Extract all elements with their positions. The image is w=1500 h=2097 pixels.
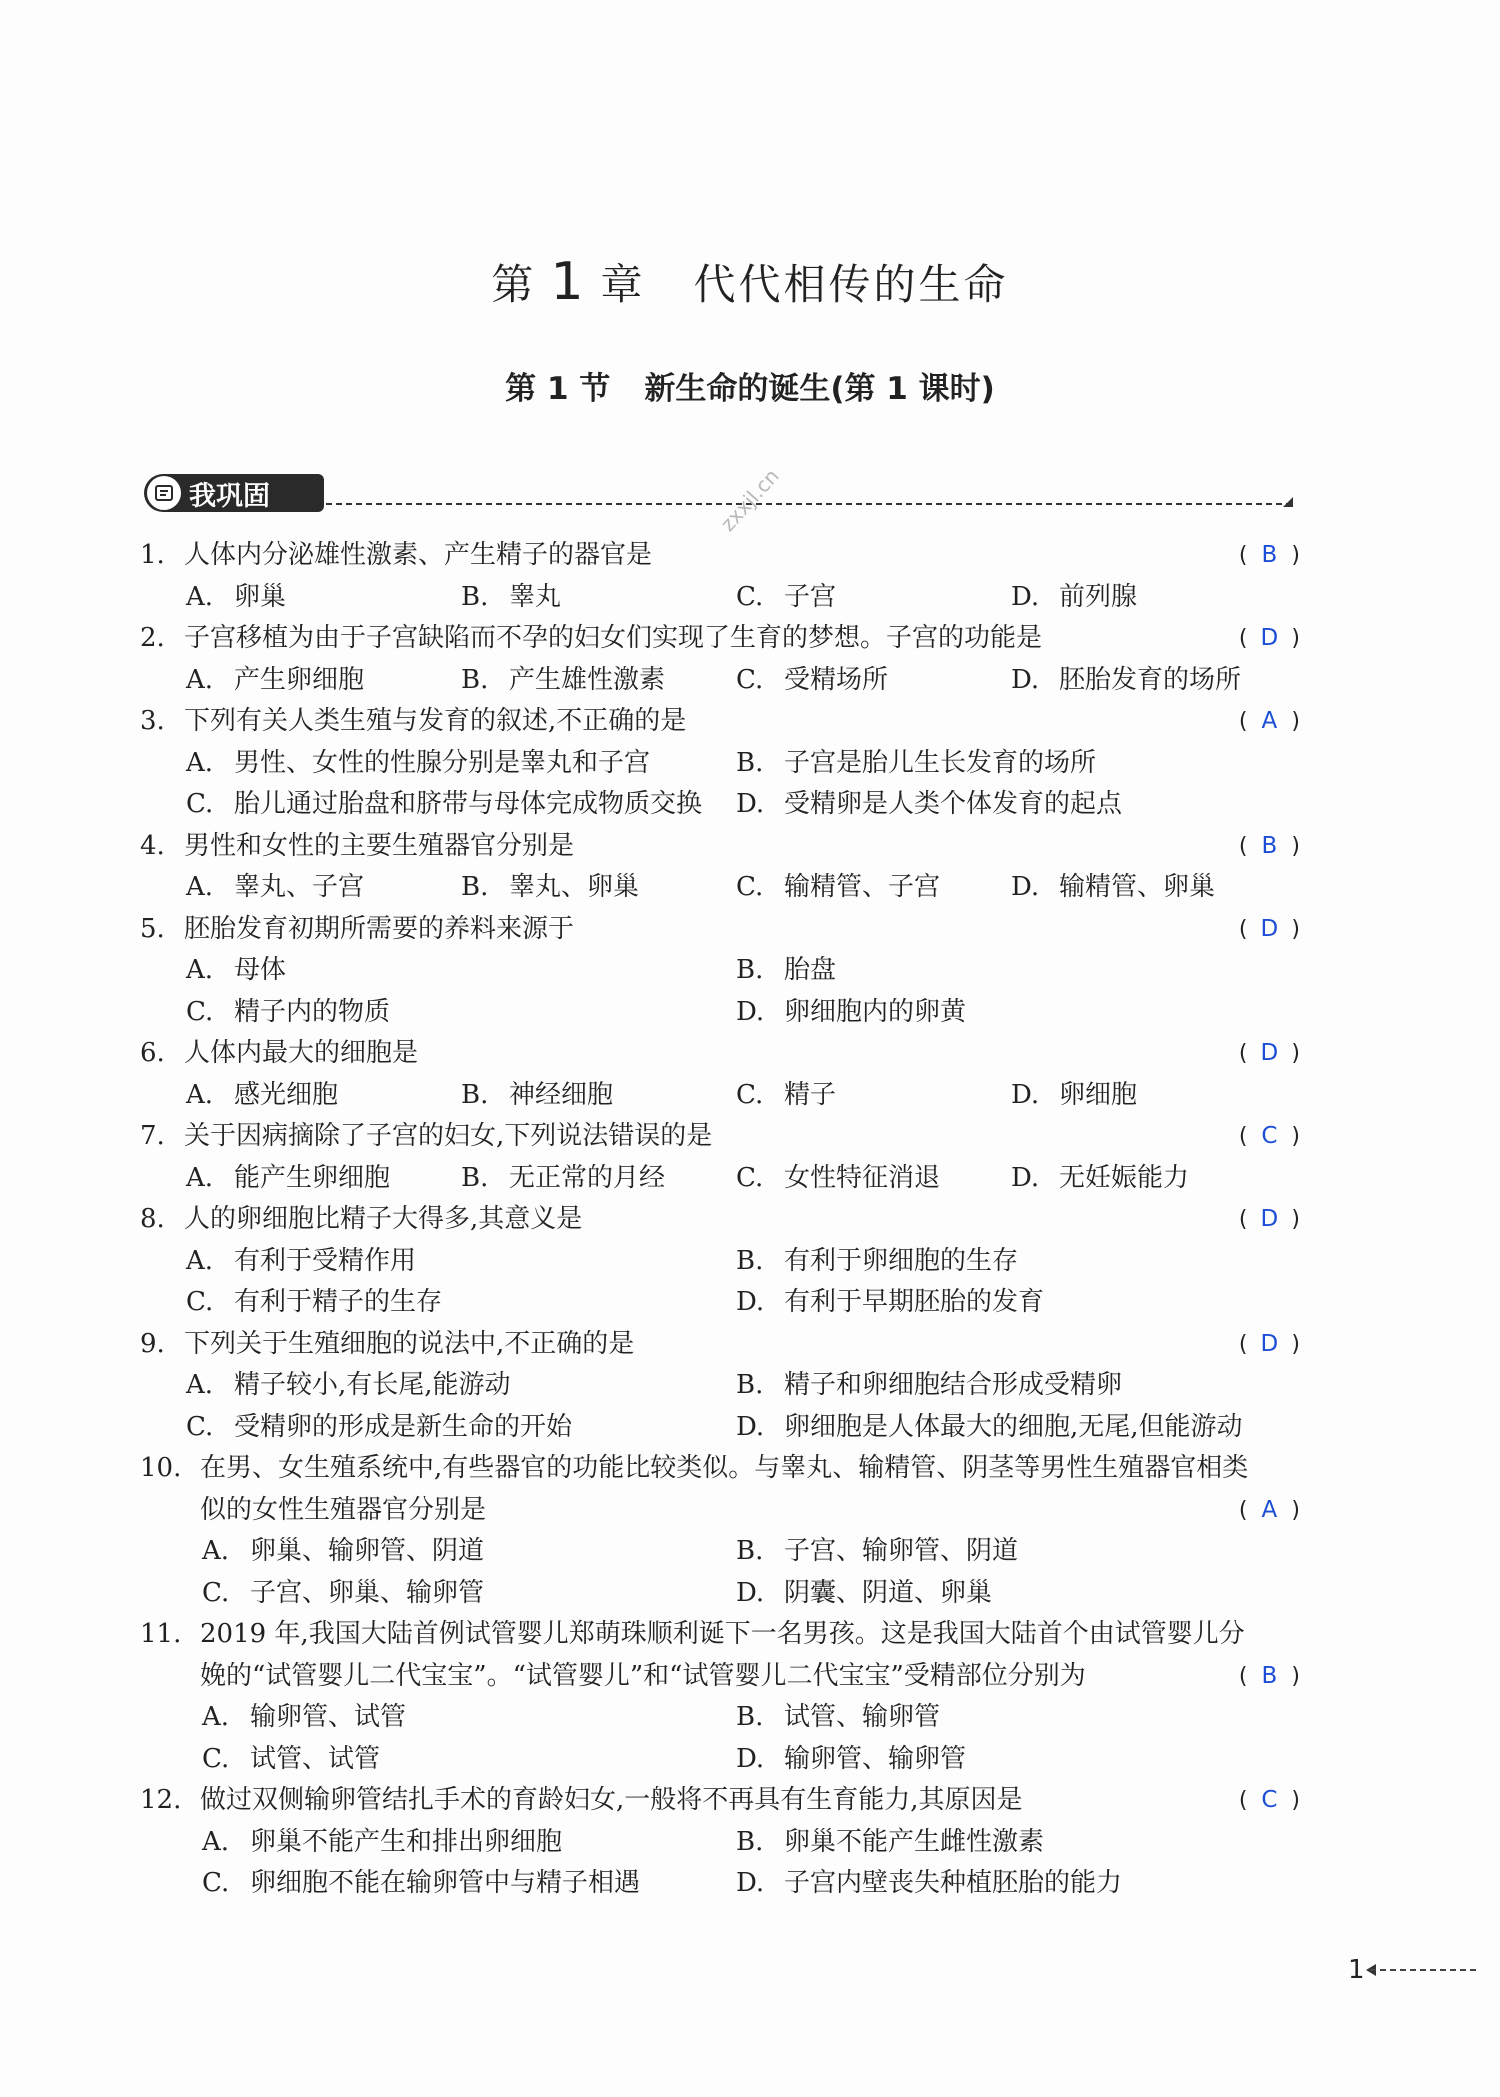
option-b	[461, 1158, 736, 1200]
close-paren: )	[1291, 626, 1300, 651]
question-9	[140, 1324, 1300, 1449]
option-d	[736, 1863, 1270, 1905]
question-stem-text: 2019 年,我国大陆首例试管婴儿郑萌珠顺利诞下一名男孩。这是我国大陆首个由试管婴儿分	[200, 1619, 1245, 1649]
question-stem-line	[140, 618, 1300, 660]
close-paren: )	[1291, 1663, 1300, 1689]
question-stem-line	[140, 1324, 1300, 1366]
question-stem-line	[140, 1614, 1300, 1656]
answer-brackets	[1239, 1199, 1300, 1241]
option-text: 产生卵细胞	[234, 664, 365, 695]
options	[140, 1822, 1300, 1905]
question-5	[140, 909, 1300, 1034]
answer-letter: B	[1261, 1662, 1278, 1689]
option-c	[186, 1407, 736, 1449]
question-stem-line	[140, 909, 1300, 951]
answer-letter: B	[1261, 832, 1278, 859]
option-a	[186, 577, 461, 619]
open-paren: (	[1238, 543, 1248, 568]
option-label: B.	[736, 1536, 764, 1566]
answer-letter: A	[1261, 1496, 1278, 1523]
answer-brackets	[1239, 1116, 1300, 1158]
question-stem-line	[140, 1199, 1300, 1241]
option-label: C.	[202, 1868, 230, 1898]
question-number: 12.	[140, 1785, 182, 1815]
option-label: D.	[736, 1868, 765, 1898]
option-text: 输精管、子宫	[784, 872, 941, 902]
answer-brackets	[1239, 1033, 1300, 1075]
question-stem-text: 人的卵细胞比精子大得多,其意义是	[184, 1204, 583, 1234]
option-d	[1011, 1158, 1286, 1200]
option-a	[202, 1697, 736, 1739]
open-paren: (	[1238, 709, 1248, 734]
answer-brackets	[1239, 1656, 1300, 1698]
chapter-name: 代代相传的生命	[693, 260, 1009, 309]
question-7	[140, 1116, 1300, 1199]
close-paren: )	[1291, 1207, 1300, 1232]
option-label: A.	[202, 1702, 230, 1732]
option-text: 受精卵是人类个体发育的起点	[784, 789, 1123, 819]
option-d	[1011, 660, 1286, 702]
question-number: 7.	[140, 1121, 165, 1151]
options	[140, 1075, 1300, 1117]
page-arrow-line	[1370, 1969, 1476, 1971]
chapter-title	[0, 252, 1500, 312]
option-text: 睾丸	[509, 581, 562, 612]
option-text: 子宫、卵巢、输卵管	[250, 1577, 485, 1608]
option-text: 受精场所	[784, 664, 889, 695]
options	[140, 1241, 1300, 1324]
question-stem-line	[140, 1448, 1300, 1490]
question-stem-line	[140, 1656, 1300, 1698]
question-stem-text: 胚胎发育初期所需要的养料来源于	[184, 913, 575, 944]
option-text: 卵巢不能产生和排出卵细胞	[250, 1826, 563, 1857]
open-paren: (	[1238, 833, 1248, 859]
question-stem-line	[140, 1116, 1300, 1158]
option-label: A.	[202, 1826, 230, 1857]
open-paren: (	[1238, 1497, 1248, 1523]
option-label: D.	[1011, 581, 1040, 612]
question-10	[140, 1448, 1300, 1614]
option-d	[736, 1407, 1286, 1449]
option-a	[202, 1531, 736, 1573]
question-6	[140, 1033, 1300, 1116]
question-number: 3.	[140, 706, 165, 736]
option-label: B.	[736, 1826, 764, 1857]
option-c	[736, 660, 1011, 702]
options	[140, 1531, 1300, 1614]
option-label: A.	[186, 1162, 214, 1193]
options	[140, 743, 1300, 826]
options	[140, 950, 1300, 1033]
section-title	[0, 363, 1500, 408]
option-d	[736, 1282, 1286, 1324]
option-a	[186, 950, 736, 992]
option-label: D.	[736, 1287, 765, 1317]
option-label: D.	[1011, 1079, 1040, 1110]
question-4	[140, 826, 1300, 909]
option-c	[186, 1282, 736, 1324]
banner-divider	[326, 503, 1292, 505]
option-text: 精子内的物质	[234, 996, 391, 1027]
option-label: A.	[186, 1079, 214, 1110]
option-label: C.	[202, 1743, 230, 1774]
open-paren: (	[1238, 1124, 1248, 1149]
option-label: A.	[186, 664, 214, 695]
option-label: A.	[186, 747, 214, 778]
banner-label: 我巩固	[189, 480, 270, 512]
option-text: 卵细胞	[1059, 1079, 1138, 1110]
option-b	[736, 1365, 1286, 1407]
option-text: 受精卵的形成是新生命的开始	[234, 1411, 573, 1442]
option-text: 卵巢、输卵管、阴道	[250, 1536, 485, 1566]
question-stem-text: 做过双侧输卵管结扎手术的育龄妇女,一般将不再具有生育能力,其原因是	[200, 1785, 1023, 1815]
answer-letter: C	[1261, 1787, 1278, 1813]
close-paren: )	[1291, 1497, 1300, 1523]
option-label: D.	[736, 789, 765, 819]
option-text: 精子	[784, 1079, 837, 1110]
option-c	[736, 867, 1011, 909]
option-label: D.	[736, 1577, 765, 1608]
option-label: B.	[461, 581, 489, 612]
option-label: C.	[186, 789, 214, 819]
option-d	[736, 1739, 1270, 1781]
answer-letter: A	[1261, 708, 1278, 734]
option-text: 有利于受精作用	[234, 1245, 417, 1276]
question-number: 6.	[140, 1038, 165, 1068]
options	[140, 867, 1300, 909]
option-text: 输卵管、输卵管	[784, 1743, 967, 1774]
banner-corner-mark	[1283, 497, 1293, 507]
option-label: A.	[202, 1536, 230, 1566]
question-stem-line	[140, 1490, 1300, 1532]
question-number: 2.	[140, 623, 165, 653]
options	[140, 1697, 1300, 1780]
option-label: D.	[736, 1411, 765, 1442]
answer-brackets	[1239, 826, 1300, 868]
option-b	[461, 660, 736, 702]
option-a	[186, 1365, 736, 1407]
option-text: 子宫是胎儿生长发育的场所	[784, 747, 1097, 778]
option-text: 卵巢不能产生雌性激素	[784, 1826, 1045, 1857]
options	[140, 1158, 1300, 1200]
close-paren: )	[1291, 1788, 1300, 1813]
open-paren: (	[1238, 1663, 1248, 1689]
option-text: 睾丸、子宫	[234, 872, 365, 902]
option-a	[186, 743, 736, 785]
question-stem-text: 娩的“试管婴儿二代宝宝”。“试管婴儿”和“试管婴儿二代宝宝”受精部位分别为	[200, 1660, 1086, 1691]
option-label: B.	[736, 1702, 764, 1732]
question-stem-text: 似的女性生殖器官分别是	[200, 1494, 487, 1525]
option-c	[202, 1739, 736, 1781]
option-label: B.	[461, 1162, 489, 1193]
open-paren: (	[1238, 1207, 1248, 1232]
question-number: 10.	[140, 1453, 182, 1483]
section-label: 第 1 节	[505, 371, 611, 407]
answer-brackets	[1239, 909, 1300, 951]
option-b	[736, 1822, 1270, 1864]
question-number: 4.	[140, 830, 165, 861]
chapter-prefix: 第	[491, 260, 537, 309]
option-label: C.	[736, 1079, 764, 1110]
option-label: C.	[186, 1287, 214, 1317]
options	[140, 577, 1300, 619]
option-text: 胎盘	[784, 955, 837, 985]
option-d	[736, 1573, 1270, 1615]
chapter-suffix: 章	[600, 260, 646, 309]
close-paren: )	[1291, 1124, 1300, 1149]
question-stem-text: 下列有关人类生殖与发育的叙述,不正确的是	[184, 706, 687, 736]
option-label: B.	[736, 955, 764, 985]
answer-brackets	[1239, 618, 1300, 660]
option-label: D.	[1011, 1162, 1040, 1193]
option-a	[186, 660, 461, 702]
option-text: 女性特征消退	[784, 1162, 941, 1193]
option-label: B.	[461, 664, 489, 695]
option-c	[186, 992, 736, 1034]
close-paren: )	[1291, 543, 1300, 568]
option-text: 试管、输卵管	[784, 1702, 941, 1732]
option-label: B.	[736, 747, 764, 778]
option-c	[202, 1573, 736, 1615]
open-paren: (	[1238, 1041, 1248, 1066]
answer-letter: D	[1260, 1330, 1279, 1357]
option-b	[736, 950, 1286, 992]
option-b	[736, 1697, 1270, 1739]
option-label: C.	[186, 1411, 214, 1442]
option-text: 感光细胞	[234, 1079, 339, 1110]
option-text: 卵细胞不能在输卵管中与精子相遇	[250, 1868, 641, 1898]
question-1	[140, 535, 1300, 618]
question-stem-text: 人体内最大的细胞是	[184, 1038, 419, 1068]
question-stem-line	[140, 535, 1300, 577]
option-label: C.	[736, 581, 764, 612]
option-c	[186, 784, 736, 826]
question-number: 8.	[140, 1204, 165, 1234]
question-number: 11.	[140, 1619, 182, 1649]
option-label: C.	[186, 996, 214, 1027]
answer-brackets	[1239, 1324, 1300, 1366]
question-number: 9.	[140, 1328, 165, 1359]
option-c	[202, 1863, 736, 1905]
question-8	[140, 1199, 1300, 1324]
close-paren: )	[1291, 916, 1300, 942]
question-stem-text: 人体内分泌雄性激素、产生精子的器官是	[184, 540, 653, 570]
option-label: B.	[736, 1245, 764, 1276]
open-paren: (	[1238, 1788, 1248, 1813]
question-number: 5.	[140, 913, 165, 944]
option-d	[1011, 867, 1286, 909]
option-d	[1011, 577, 1286, 619]
answer-letter: C	[1261, 1123, 1278, 1149]
question-11	[140, 1614, 1300, 1780]
question-stem-line	[140, 701, 1300, 743]
question-stem-text: 在男、女生殖系统中,有些器官的功能比较类似。与睾丸、输精管、阴茎等男性生殖器官相类	[200, 1453, 1249, 1483]
option-b	[461, 867, 736, 909]
option-text: 子宫	[784, 581, 837, 612]
question-12	[140, 1780, 1300, 1905]
option-text: 能产生卵细胞	[234, 1162, 391, 1193]
question-stem-line	[140, 1780, 1300, 1822]
option-label: D.	[1011, 872, 1040, 902]
question-stem-line	[140, 826, 1300, 868]
answer-letter: D	[1260, 1206, 1279, 1232]
option-c	[736, 577, 1011, 619]
option-a	[186, 867, 461, 909]
chapter-number: 1	[550, 252, 587, 312]
option-label: C.	[736, 872, 764, 902]
question-3	[140, 701, 1300, 826]
option-label: A.	[186, 1245, 214, 1276]
answer-brackets	[1239, 1780, 1300, 1822]
option-text: 有利于精子的生存	[234, 1287, 443, 1317]
option-label: D.	[736, 1743, 765, 1774]
option-label: C.	[202, 1577, 230, 1608]
option-text: 胚胎发育的场所	[1059, 664, 1242, 695]
option-a	[186, 1158, 461, 1200]
option-label: A.	[186, 581, 214, 612]
option-c	[736, 1158, 1011, 1200]
question-list	[140, 535, 1300, 1905]
watermark: zxxjl.cn	[715, 463, 784, 537]
open-paren: (	[1238, 916, 1248, 942]
open-paren: (	[1238, 1331, 1248, 1357]
option-text: 前列腺	[1059, 581, 1138, 612]
open-paren: (	[1238, 626, 1248, 651]
option-a	[186, 1241, 736, 1283]
answer-letter: D	[1260, 625, 1279, 651]
close-paren: )	[1291, 709, 1300, 734]
option-text: 输精管、卵巢	[1059, 872, 1216, 902]
answer-letter: B	[1261, 542, 1278, 568]
option-text: 无正常的月经	[509, 1162, 666, 1193]
question-stem-text: 关于因病摘除了子宫的妇女,下列说法错误的是	[184, 1121, 713, 1151]
answer-brackets	[1239, 1490, 1300, 1532]
option-text: 胎儿通过胎盘和脐带与母体完成物质交换	[234, 789, 703, 819]
option-b	[736, 1531, 1270, 1573]
question-stem-text: 男性和女性的主要生殖器官分别是	[184, 830, 575, 861]
option-text: 有利于早期胚胎的发育	[784, 1287, 1045, 1317]
option-text: 阴囊、阴道、卵巢	[784, 1577, 993, 1608]
section-name: 新生命的诞生(第 1 课时)	[644, 371, 995, 407]
option-label: D.	[736, 996, 765, 1027]
notebook-icon	[147, 476, 181, 510]
option-d	[736, 784, 1286, 826]
option-text: 神经细胞	[509, 1079, 614, 1110]
question-stem-text: 下列关于生殖细胞的说法中,不正确的是	[184, 1328, 635, 1359]
option-text: 精子较小,有长尾,能游动	[234, 1370, 511, 1400]
close-paren: )	[1291, 1331, 1300, 1357]
option-label: A.	[186, 955, 214, 985]
option-text: 子宫、输卵管、阴道	[784, 1536, 1019, 1566]
option-b	[461, 577, 736, 619]
close-paren: )	[1291, 1041, 1300, 1066]
option-text: 子宫内壁丧失种植胚胎的能力	[784, 1868, 1123, 1898]
option-text: 精子和卵细胞结合形成受精卵	[784, 1370, 1123, 1400]
option-label: B.	[736, 1370, 764, 1400]
option-text: 输卵管、试管	[250, 1702, 407, 1732]
option-label: B.	[461, 1079, 489, 1110]
options	[140, 1365, 1300, 1448]
option-b	[461, 1075, 736, 1117]
option-b	[736, 743, 1286, 785]
option-text: 有利于卵细胞的生存	[784, 1245, 1019, 1276]
option-text: 卵巢	[234, 581, 287, 612]
option-text: 试管、试管	[250, 1743, 381, 1774]
question-2	[140, 618, 1300, 701]
option-label: B.	[461, 872, 489, 902]
options	[140, 660, 1300, 702]
question-stem-text: 子宫移植为由于子宫缺陷而不孕的妇女们实现了生育的梦想。子宫的功能是	[184, 623, 1043, 653]
practice-banner	[144, 474, 324, 512]
answer-letter: D	[1260, 1040, 1279, 1066]
option-text: 男性、女性的性腺分别是睾丸和子宫	[234, 747, 651, 778]
option-b	[736, 1241, 1286, 1283]
option-label: C.	[736, 664, 764, 695]
answer-letter: D	[1260, 915, 1279, 942]
question-stem-line	[140, 1033, 1300, 1075]
option-label: D.	[1011, 664, 1040, 695]
option-text: 无妊娠能力	[1059, 1162, 1190, 1193]
option-label: A.	[186, 1370, 214, 1400]
option-text: 卵细胞内的卵黄	[784, 996, 967, 1027]
option-label: A.	[186, 872, 214, 902]
option-text: 母体	[234, 955, 287, 985]
option-label: C.	[736, 1162, 764, 1193]
close-paren: )	[1291, 833, 1300, 859]
option-c	[736, 1075, 1011, 1117]
option-text: 睾丸、卵巢	[509, 872, 640, 902]
option-a	[202, 1822, 736, 1864]
option-text: 产生雄性激素	[509, 664, 666, 695]
option-text: 卵细胞是人体最大的细胞,无尾,但能游动	[784, 1411, 1243, 1442]
option-a	[186, 1075, 461, 1117]
page-number: 1	[1348, 1955, 1365, 1985]
answer-brackets	[1239, 701, 1300, 743]
question-number: 1.	[140, 540, 165, 570]
option-d	[736, 992, 1286, 1034]
answer-brackets	[1239, 535, 1300, 577]
option-d	[1011, 1075, 1286, 1117]
